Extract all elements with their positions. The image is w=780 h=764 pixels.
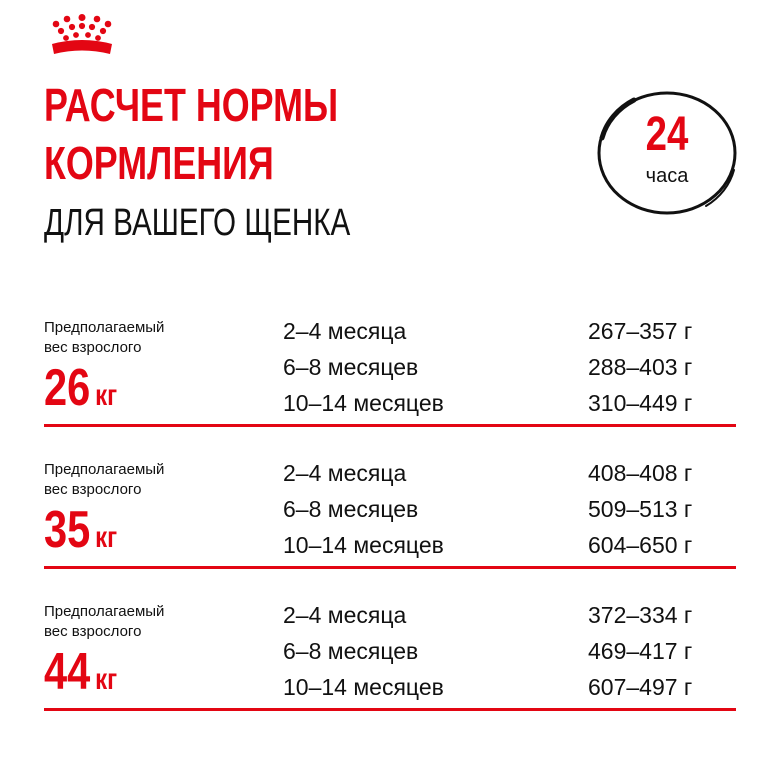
age-range: 10–14 месяцев: [283, 674, 444, 700]
food-amount: 310–449 г: [588, 390, 693, 416]
weight-label: [44, 460, 164, 500]
weight-unit: кг: [95, 521, 118, 554]
weight-value: [44, 643, 118, 701]
weight-section-35: [0, 460, 780, 602]
weight-section-26: [0, 318, 780, 460]
weight-unit: кг: [95, 379, 118, 412]
weight-label-line1: Предполагаемый: [44, 461, 165, 478]
food-amount: 372–334 г: [588, 602, 693, 628]
page-subtitle: ДЛЯ ВАШЕГО ЩЕНКА: [44, 202, 351, 244]
food-amount: 288–403 г: [588, 354, 693, 380]
weight-label-line2: вес взрослого: [44, 481, 142, 498]
clock-number: 24: [645, 108, 689, 161]
page-title-line1: РАСЧЕТ НОРМЫ: [44, 79, 339, 131]
age-range: 6–8 месяцев: [283, 496, 419, 522]
age-range: 2–4 месяца: [283, 460, 407, 486]
weight-label-line2: вес взрослого: [44, 623, 142, 640]
age-range: 10–14 месяцев: [283, 390, 444, 416]
section-divider: [44, 424, 736, 427]
age-range: 2–4 месяца: [283, 602, 407, 628]
food-amount: 604–650 г: [588, 532, 693, 558]
food-amount: 509–513 г: [588, 496, 693, 522]
food-amount: 408–408 г: [588, 460, 693, 486]
clock-unit: часа: [645, 165, 689, 187]
food-amount: 469–417 г: [588, 638, 693, 664]
age-range: 6–8 месяцев: [283, 638, 419, 664]
weight-value: [44, 359, 118, 417]
weight-label-line2: вес взрослого: [44, 339, 142, 356]
food-amount: 267–357 г: [588, 318, 693, 344]
age-range: 6–8 месяцев: [283, 354, 419, 380]
section-divider: [44, 708, 736, 711]
section-divider: [44, 566, 736, 569]
weight-number: 35: [44, 501, 91, 559]
age-range: 2–4 месяца: [283, 318, 407, 344]
food-amount: 607–497 г: [588, 674, 693, 700]
weight-label-line1: Предполагаемый: [44, 319, 165, 336]
weight-label: [44, 318, 164, 358]
weight-number: 44: [44, 643, 91, 701]
weight-unit: кг: [95, 663, 118, 696]
weight-label-line1: Предполагаемый: [44, 603, 165, 620]
page-title-line2: КОРМЛЕНИЯ: [44, 137, 274, 189]
weight-value: [44, 501, 118, 559]
weight-number: 26: [44, 359, 91, 417]
age-range: 10–14 месяцев: [283, 532, 444, 558]
royal-crown-icon: [46, 14, 118, 60]
weight-label: [44, 602, 164, 642]
weight-section-44: [0, 602, 780, 744]
